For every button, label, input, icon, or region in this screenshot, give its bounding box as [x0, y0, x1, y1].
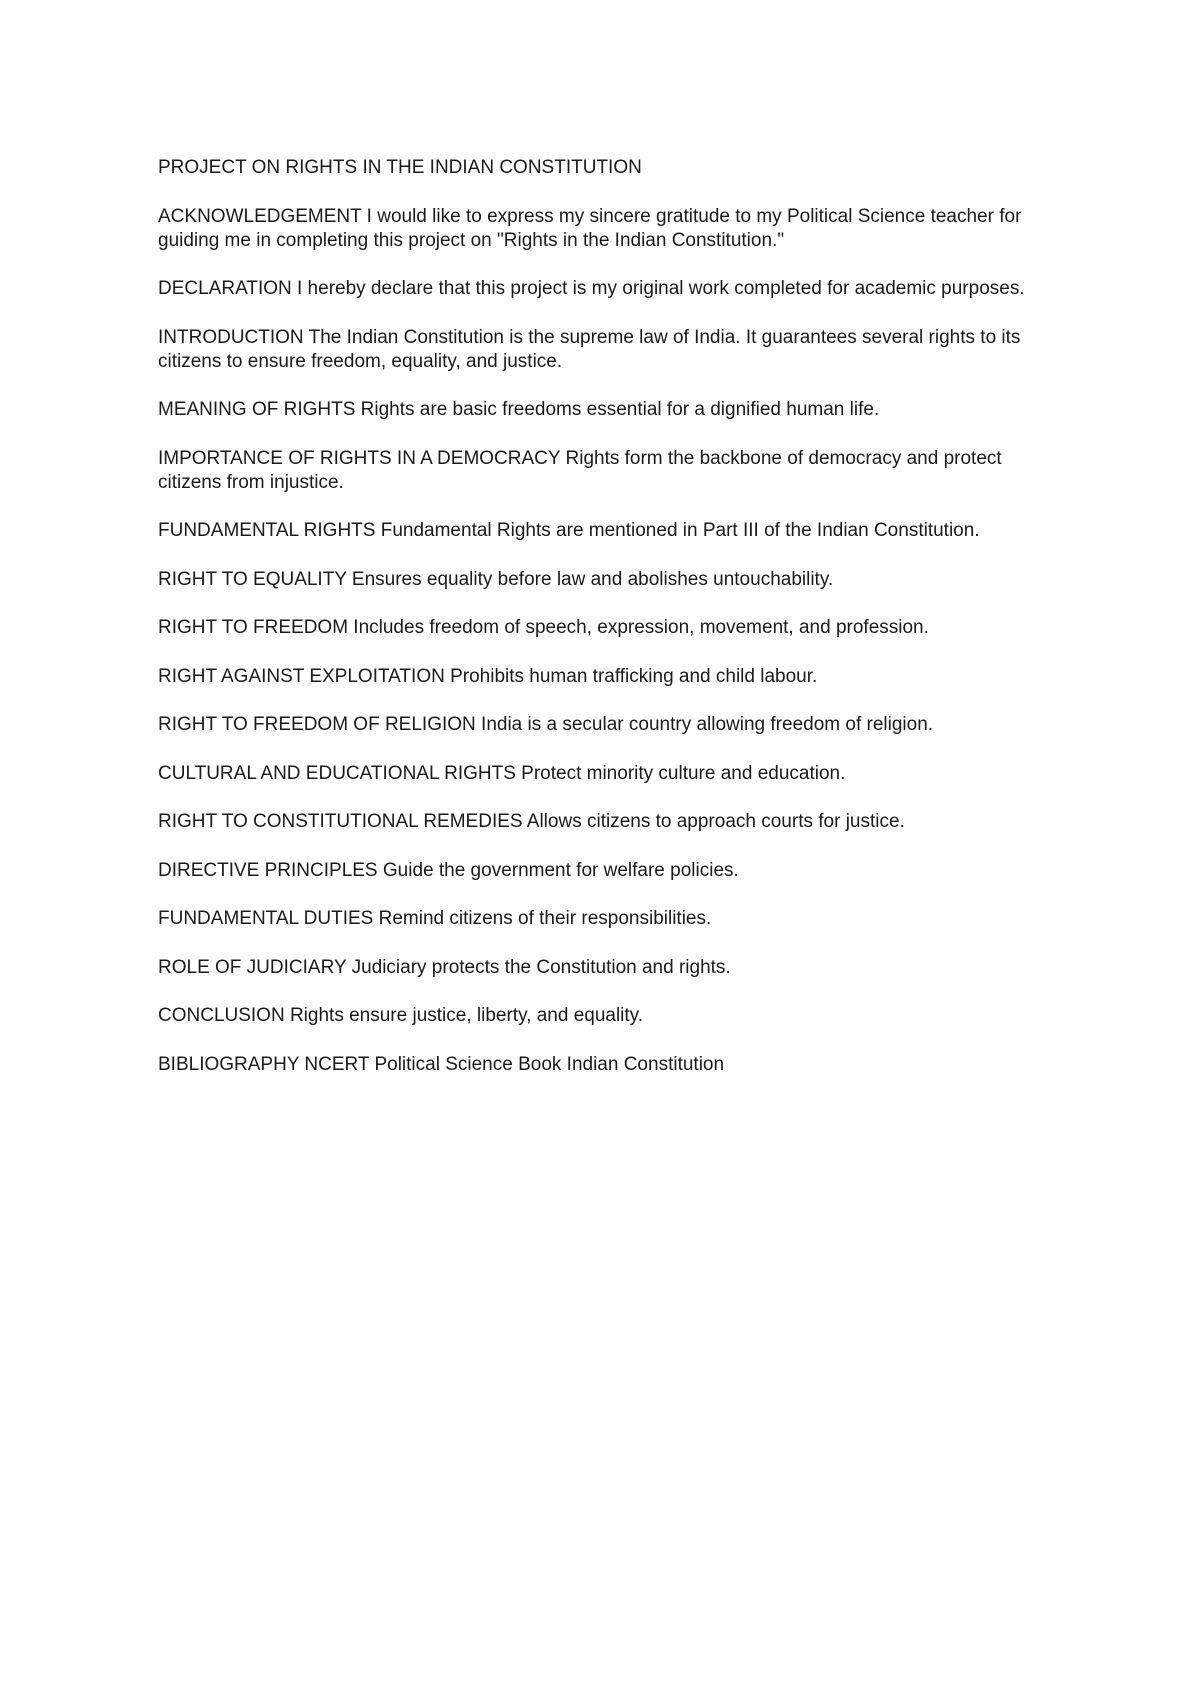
paragraph-constitutional-remedies: RIGHT TO CONSTITUTIONAL REMEDIES Allows citizens to approach courts for justice. — [158, 811, 905, 832]
paragraph-acknowledgement: ACKNOWLEDGEMENT I would like to express my sincere gratitude to my Political Science teacher for guiding me in completing this project on "Rights in the Indian Constitution." — [158, 205, 1022, 251]
paragraph-fundamental-duties: FUNDAMENTAL DUTIES Remind citizens of their responsibilities. — [158, 908, 712, 929]
paragraph-meaning-of-rights: MEANING OF RIGHTS Rights are basic freedoms essential for a dignified human life. — [158, 399, 880, 420]
paragraph-declaration: DECLARATION I hereby declare that this project is my original work completed for academic purposes. — [158, 278, 1025, 299]
paragraph-directive-principles: DIRECTIVE PRINCIPLES Guide the government for welfare policies. — [158, 859, 739, 881]
paragraph-right-to-freedom-of-religion: RIGHT TO FREEDOM OF RELIGION India is a secular country allowing freedom of religion. — [158, 714, 934, 735]
paragraph-right-to-freedom: RIGHT TO FREEDOM Includes freedom of speech, expression, movement, and profession. — [158, 617, 929, 638]
paragraph-bibliography: BIBLIOGRAPHY NCERT Political Science Book Indian Constitution — [158, 1053, 725, 1075]
paragraph-cultural-educational-rights: CULTURAL AND EDUCATIONAL RIGHTS Protect minority culture and education. — [158, 762, 846, 784]
document-body — [158, 156, 1068, 1077]
paragraph-importance-of-rights: IMPORTANCE OF RIGHTS IN A DEMOCRACY Rights form the backbone of democracy and protect citizens from injustice. — [158, 447, 1002, 493]
paragraph-right-to-equality: RIGHT TO EQUALITY Ensures equality before law and abolishes untouchability. — [158, 568, 834, 590]
paragraph-role-of-judiciary: ROLE OF JUDICIARY Judiciary protects the Constitution and rights. — [158, 956, 731, 978]
paragraph-conclusion: CONCLUSION Rights ensure justice, liberty, and equality. — [158, 1005, 644, 1026]
document-title: PROJECT ON RIGHTS IN THE INDIAN CONSTITUTION — [158, 157, 642, 178]
paragraph-fundamental-rights: FUNDAMENTAL RIGHTS Fundamental Rights are mentioned in Part III of the Indian Constitution. — [158, 520, 980, 541]
paragraph-introduction: INTRODUCTION The Indian Constitution is the supreme law of India. It guarantees several rights to its citizens to ensure freedom, equality, and justice. — [158, 326, 1021, 372]
paragraph-right-against-exploitation: RIGHT AGAINST EXPLOITATION Prohibits human trafficking and child labour. — [158, 665, 818, 687]
